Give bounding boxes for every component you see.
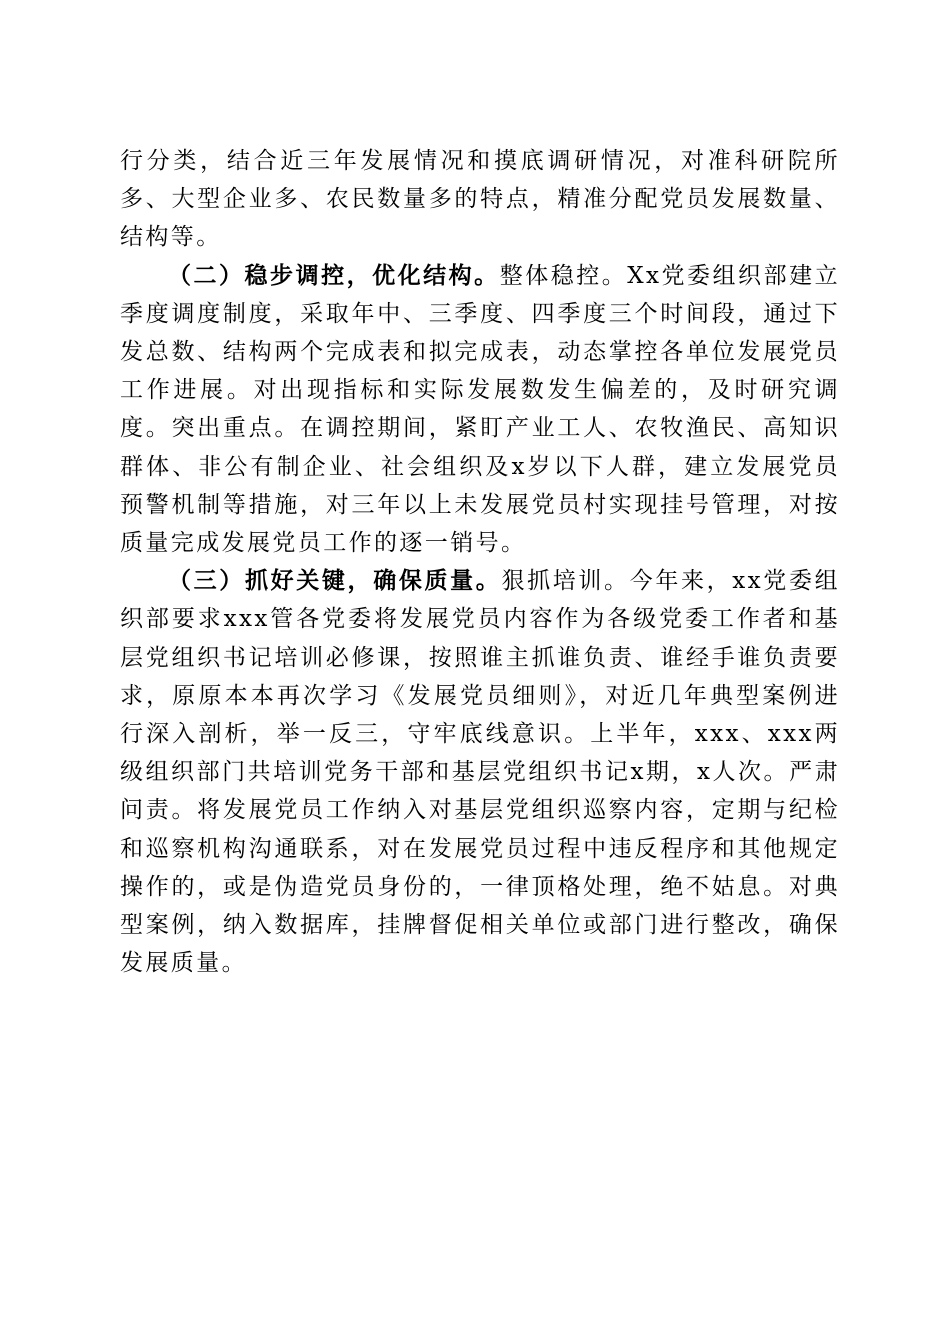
document-body: [120, 142, 840, 982]
paragraph-section-2: [120, 257, 840, 563]
section-heading: （三）抓好关键，确保质量。: [168, 567, 502, 595]
paragraph-section-3: [120, 562, 840, 982]
paragraph-body: 狠抓培训。今年来，xx党委组织部要求xxx管各党委将发展党员内容作为各级党委工作者和基层党组织书记培训必修课，按照谁主抓谁负责、谁经手谁负责要求，原原本本再次学习《发展党员细则》，对近几年典型案例进行深入剖析，举一反三，守牢底线意识。上半年，xxx、xxx两级组织部门共培训党务干部和基层党组织书记x期，x人次。严肃问责。将发展党员工作纳入对基层党组织巡察内容，定期与纪检和巡察机构沟通联系，对在发展党员过程中违反程序和其他规定操作的，或是伪造党员身份的，一律顶格处理，绝不姑息。对典型案例，纳入数据库，挂牌督促相关单位或部门进行整改，确保发展质量。: [120, 568, 840, 977]
section-heading: （二）稳步调控，优化结构。: [168, 261, 500, 289]
paragraph-continuation: [120, 142, 840, 257]
paragraph-body: 整体稳控。Xx党委组织部建立季度调度制度，采取年中、三季度、四季度三个时间段，通过下发总数、结构两个完成表和拟完成表，动态掌控各单位发展党员工作进展。对出现指标和实际发展数发生偏差的，及时研究调度。突出重点。在调控期间，紧盯产业工人、农牧渔民、高知识群体、非公有制企业、社会组织及x岁以下人群，建立发展党员预警机制等措施，对三年以上未发展党员村实现挂号管理，对按质量完成发展党员工作的逐一销号。: [120, 262, 840, 557]
paragraph-body: 行分类，结合近三年发展情况和摸底调研情况，对准科研院所多、大型企业多、农民数量多的特点，精准分配党员发展数量、结构等。: [120, 148, 840, 251]
